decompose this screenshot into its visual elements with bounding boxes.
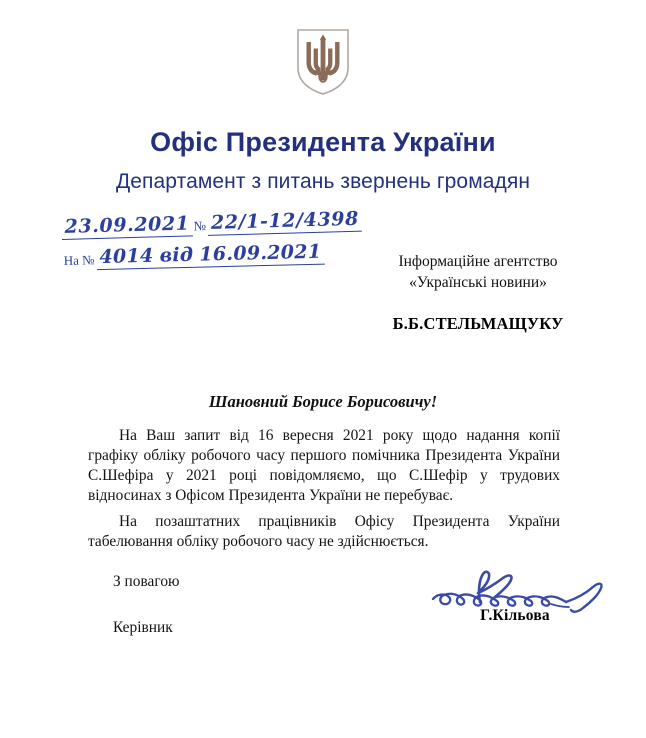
body-paragraph-2: На позаштатних працівників Офісу Президента України табелювання обліку робочого часу не здійснюється. (88, 513, 560, 551)
body-paragraph-1: На Ваш запит від 16 вересня 2021 року щодо надання копії графіку обліку робочого часу першого помічника Президента України С.Шефіра у 2021 році повідомляємо, що С.Шефір у трудових відносинах з Офісом Президента України не перебуває. (88, 427, 560, 505)
closing-block (113, 573, 180, 637)
salutation: Шановний Борисе Борисовичу! (208, 392, 438, 411)
incoming-from-label-handwritten: від (156, 246, 196, 269)
signer-role: Керівник (113, 619, 173, 636)
emblem-container (0, 28, 646, 96)
addressee-organization-line2: «Українські новини» (409, 273, 547, 291)
incoming-number-handwritten: 4014 (96, 247, 157, 270)
ukraine-trident-coat-of-arms-icon (296, 28, 350, 96)
incoming-registration-line (61, 240, 322, 271)
outgoing-date-handwritten: 23.09.2021 (61, 214, 193, 240)
addressee-organization-line1: Інформаційне агентство (398, 253, 558, 270)
addressee-person-name: Б.Б.СТЕЛЬМАЩУКУ (392, 313, 564, 333)
signer-name: Г.Кільова (480, 607, 550, 624)
number-symbol-label: № (193, 217, 207, 234)
outgoing-registration-line (61, 207, 360, 240)
organization-title: Офіс Президента України (150, 127, 496, 157)
incoming-date-handwritten: 16.09.2021 (196, 243, 324, 268)
outgoing-number-handwritten: 22/1-12/4398 (208, 210, 363, 236)
registration-block (62, 207, 360, 271)
incoming-prefix-label: На № (63, 252, 95, 268)
valediction: З повагою (113, 573, 180, 590)
body-text (88, 426, 560, 552)
addressee-block (352, 252, 604, 334)
signature-block (420, 566, 610, 625)
department-title: Департамент з питань звернень громадян (115, 170, 531, 193)
